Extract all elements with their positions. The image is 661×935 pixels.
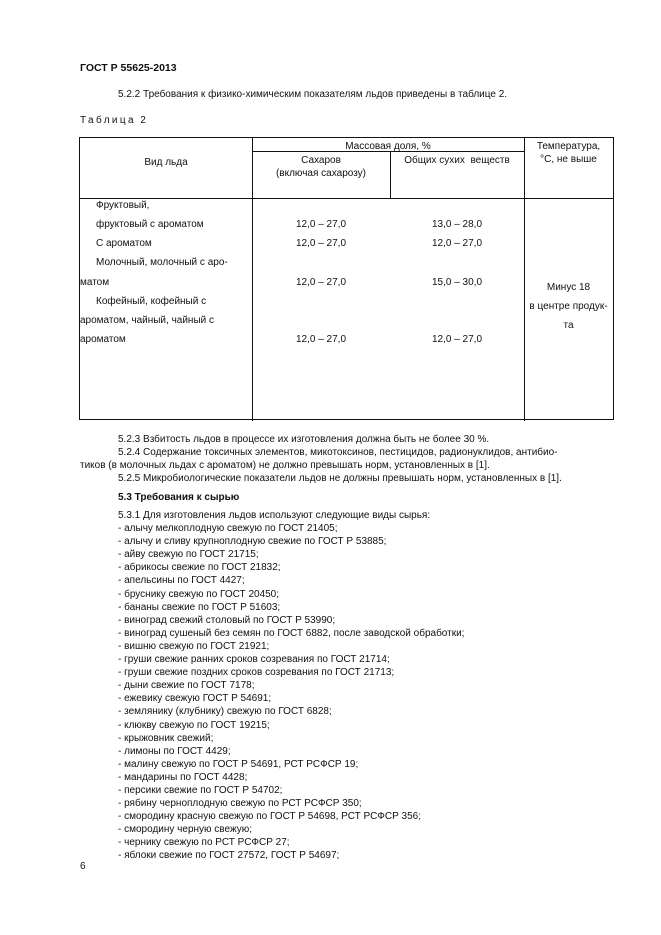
- list-item: - алычу мелкоплодную свежую по ГОСТ 21405;: [118, 523, 338, 535]
- header-temperature-line2: °С, не выше: [540, 154, 597, 165]
- list-item: - бананы свежие по ГОСТ Р 51603;: [118, 601, 281, 613]
- table-hline-header: [80, 198, 613, 199]
- kind-line: ароматом: [80, 334, 126, 345]
- list-item: - груши свежие ранних сроков созревания по ГОСТ 21714;: [118, 654, 390, 666]
- list-item: - абрикосы свежие по ГОСТ 21832;: [118, 562, 281, 574]
- sugars-value: 12,0 – 27,0: [295, 219, 347, 230]
- header-solids: Общих сухих веществ: [404, 155, 510, 166]
- list-item: - виноград свежий столовый по ГОСТ Р 53990;: [118, 614, 336, 626]
- list-item: - персики свежие по ГОСТ Р 54702;: [118, 784, 283, 796]
- list-item: - смородину красную свежую по ГОСТ Р 54698, РСТ РСФСР 356;: [118, 811, 422, 823]
- list-item: - яблоки свежие по ГОСТ 27572, ГОСТ Р 54697;: [118, 850, 340, 862]
- sugars-value: 12,0 – 27,0: [295, 238, 347, 249]
- list-item: - ежевику свежую ГОСТ Р 54691;: [118, 693, 272, 705]
- list-item: - чернику свежую по РСТ РСФСР 27;: [118, 837, 290, 849]
- list-item: - виноград сушеный без семян по ГОСТ 6882, после заводской обработки;: [118, 627, 465, 639]
- list-item: - землянику (клубнику) свежую по ГОСТ 6828;: [118, 706, 332, 718]
- list-item: - смородину черную свежую;: [118, 824, 253, 836]
- kind-line: Фруктовый,: [96, 200, 150, 211]
- temperature-line: Минус 18: [546, 282, 591, 293]
- header-mass-fraction: Массовая доля, %: [345, 141, 431, 152]
- list-item: - груши свежие поздних сроков созревания по ГОСТ 21713;: [118, 667, 395, 679]
- table-caption: [80, 114, 146, 127]
- paragraph-5-2-2: 5.2.2 Требования к физико-химическим показателям льдов приведены в таблице 2.: [118, 89, 508, 100]
- header-temperature-line1: Температура,: [536, 141, 601, 152]
- list-item: - клюкву свежую по ГОСТ 19215;: [118, 719, 270, 731]
- temperature-line: та: [563, 320, 574, 331]
- paragraph-5-2-4-line2: тиков (в молочных льдах с ароматом) не должно превышать норм, установленных в [1].: [80, 460, 490, 471]
- header-temperature: [524, 140, 613, 166]
- list-item: - мандарины по ГОСТ 4428;: [118, 771, 248, 783]
- list-item: - лимоны по ГОСТ 4429;: [118, 745, 231, 757]
- kind-line: ароматом, чайный, чайный с: [80, 315, 215, 326]
- list-item: - бруснику свежую по ГОСТ 20450;: [118, 588, 280, 600]
- page-number: 6: [80, 861, 86, 872]
- table-caption-word: Таблица: [80, 115, 137, 126]
- solids-value: 15,0 – 30,0: [431, 277, 483, 288]
- list-item: - апельсины по ГОСТ 4427;: [118, 575, 245, 587]
- paragraph-5-2-3: 5.2.3 Взбитость льдов в процессе их изготовления должна быть не более 30 %.: [118, 434, 490, 445]
- temperature-line: в центре продук-: [529, 301, 608, 312]
- list-item: - крыжовник свежий;: [118, 732, 214, 744]
- header-sugars: [252, 154, 390, 180]
- paragraph-5-2-4-line1: 5.2.4 Содержание токсичных элементов, микотоксинов, пестицидов, радионуклидов, антибио-: [118, 447, 558, 458]
- kind-line: Кофейный, кофейный с: [96, 296, 207, 307]
- sugars-value: 12,0 – 27,0: [295, 277, 347, 288]
- list-item: - айву свежую по ГОСТ 21715;: [118, 549, 259, 561]
- table-caption-number: 2: [140, 115, 146, 126]
- header-sugars-line2: (включая сахарозу): [275, 168, 367, 179]
- table-2: [79, 137, 614, 420]
- solids-value: 12,0 – 27,0: [431, 334, 483, 345]
- list-item: - дыни свежие по ГОСТ 7178;: [118, 680, 255, 692]
- temperature-value: [524, 278, 613, 335]
- header-kind: Вид льда: [144, 157, 188, 168]
- list-item: - алычу и сливу крупноплодную свежие по ГОСТ Р 53885;: [118, 536, 387, 548]
- header-sugars-line1: Сахаров: [301, 155, 341, 166]
- kind-line: матом: [80, 277, 110, 288]
- raw-materials-list: [118, 509, 464, 863]
- kind-line: фруктовый с ароматом: [96, 219, 204, 230]
- kind-line: Молочный, молочный с аро-: [96, 257, 228, 268]
- list-item: - вишню свежую по ГОСТ 21921;: [118, 640, 270, 652]
- solids-value: 13,0 – 28,0: [431, 219, 483, 230]
- kind-line: С ароматом: [96, 238, 152, 249]
- solids-value: 12,0 – 27,0: [431, 238, 483, 249]
- section-title-5-3: 5.3 Требования к сырью: [118, 492, 240, 503]
- list-intro: 5.3.1 Для изготовления льдов используют следующие виды сырья:: [118, 510, 431, 521]
- sugars-value: 12,0 – 27,0: [295, 334, 347, 345]
- paragraph-5-2-5: 5.2.5 Микробиологические показатели льдов не должны превышать норм, установленных в [1].: [118, 473, 562, 484]
- list-item: - малину свежую по ГОСТ Р 54691, РСТ РСФСР 19;: [118, 758, 359, 770]
- document-header: ГОСТ Р 55625-2013: [80, 62, 177, 74]
- list-item: - рябину черноплодную свежую по РСТ РСФСР 350;: [118, 798, 362, 810]
